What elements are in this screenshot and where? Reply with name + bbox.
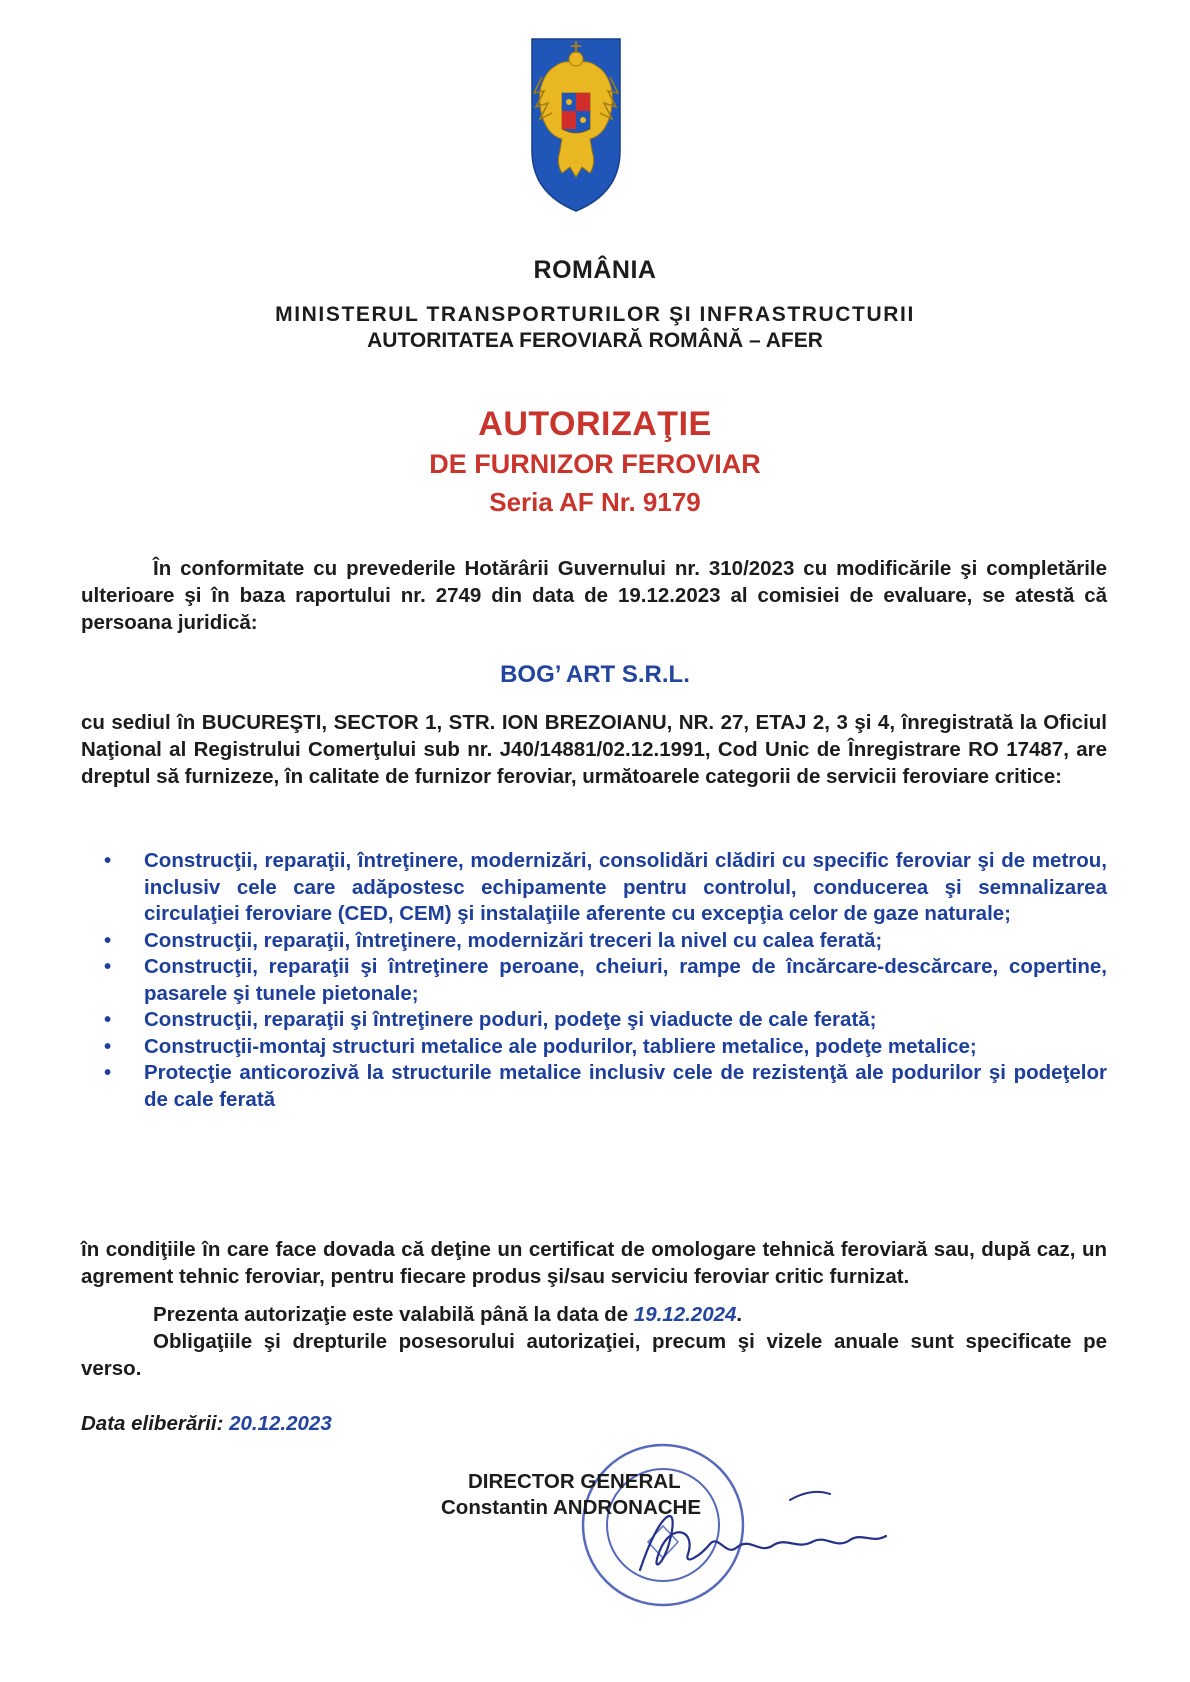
service-item (102, 848, 1107, 928)
service-text: Construcţii-montaj structuri metalice ale podurilor, tabliere metalice, podeţe metalice; (144, 1034, 977, 1058)
service-text: Construcţii, reparaţii şi întreţinere poduri, podeţe şi viaducte de cale ferată; (144, 1008, 877, 1031)
validity-text: Prezenta autorizaţie este valabilă până la data de (153, 1303, 634, 1326)
service-text: Construcţii, reparaţii şi întreţinere peroane, cheiuri, rampe de încărcare-descărcare, copertine, pasarele şi tunele pietonale; (144, 955, 1107, 1005)
company-address-paragraph: cu sediul în BUCUREŞTI, SECTOR 1, STR. ION BREZOIANU, NR. 27, ETAJ 2, 3 şi 4, înregistrată la Oficiul Naţional al Registrului Comerţului sub nr. J40/14881/02.12.1991, Cod Unic de Înregistrare RO 17487, are dreptul să furnizeze, în calitate de furnizor feroviar, următoarele categorii de servicii feroviare critice: (81, 711, 1107, 788)
authority-heading: AUTORITATEA FEROVIARĂ ROMÂNĂ – AFER (367, 329, 823, 352)
ministry-heading: MINISTERUL TRANSPORTURILOR ŞI INFRASTRUCTURII (275, 303, 915, 326)
issue-date-colon: : (216, 1412, 230, 1435)
service-item (102, 954, 1107, 1007)
bullet: • (104, 928, 112, 952)
bullet: • (104, 849, 112, 872)
bullet: • (104, 1034, 112, 1058)
service-item (102, 1034, 1107, 1061)
validity-date: 19.12.2024 (633, 1303, 737, 1326)
country-heading: ROMÂNIA (533, 256, 657, 284)
bullet: • (104, 1008, 112, 1031)
signatory-name: Constantin ANDRONACHE (441, 1496, 702, 1519)
service-item (102, 1007, 1107, 1034)
document-series-number: Seria AF Nr. 9179 (489, 487, 701, 517)
service-item (102, 928, 1107, 955)
bullet: • (104, 955, 112, 978)
document-title: AUTORIZAŢIE (478, 405, 712, 443)
issue-date-label: Data eliberării (81, 1412, 217, 1435)
validity-paragraph (81, 1301, 1107, 1328)
signatory-title: DIRECTOR GENERAL (468, 1470, 681, 1493)
issue-date-line (81, 1412, 332, 1436)
conditions-paragraph: în condiţiile în care face dovada că deţine un certificat de omologare tehnică feroviară sau, după caz, un agrement tehnic feroviar, pentru fiecare produs şi/sau serviciu feroviar critic furnizat. (81, 1238, 1107, 1288)
issue-date-value: 20.12.2023 (229, 1412, 332, 1435)
company-name: BOG’ ART S.R.L. (500, 661, 690, 688)
services-list (102, 848, 1107, 1113)
bullet: • (104, 1061, 112, 1084)
document-subtitle: DE FURNIZOR FEROVIAR (429, 449, 761, 479)
validity-end: . (736, 1303, 743, 1326)
intro-paragraph: În conformitate cu prevederile Hotărârii Guvernului nr. 310/2023 cu modificările şi completările ulterioare şi în baza raportului nr. 2749 din data de 19.12.2023 al comisiei de evaluare, se atestă că persoana juridică: (81, 557, 1107, 634)
service-text: Protecţie anticorozivă la structurile metalice inclusiv cele de rezistenţă ale podurilor şi podeţelor de cale ferată (144, 1061, 1107, 1111)
obligations-paragraph: Obligaţiile şi drepturile posesorului autorizaţiei, precum şi vizele anuale sunt specificate pe verso. (81, 1330, 1107, 1380)
romanian-coat-of-arms-icon (526, 33, 626, 215)
service-item (102, 1060, 1107, 1113)
service-text: Construcţii, reparaţii, întreţinere, modernizări treceri la nivel cu calea ferată; (144, 928, 883, 952)
service-text: Construcţii, reparaţii, întreţinere, modernizări, consolidări clădiri cu specific feroviar şi de metrou, inclusiv cele care adăpostesc echipamente pentru controlul, conducerea şi semnalizarea circulaţiei feroviare (CED, CEM) şi instalaţiile aferente cu excepţia celor de gaze naturale; (144, 849, 1107, 925)
